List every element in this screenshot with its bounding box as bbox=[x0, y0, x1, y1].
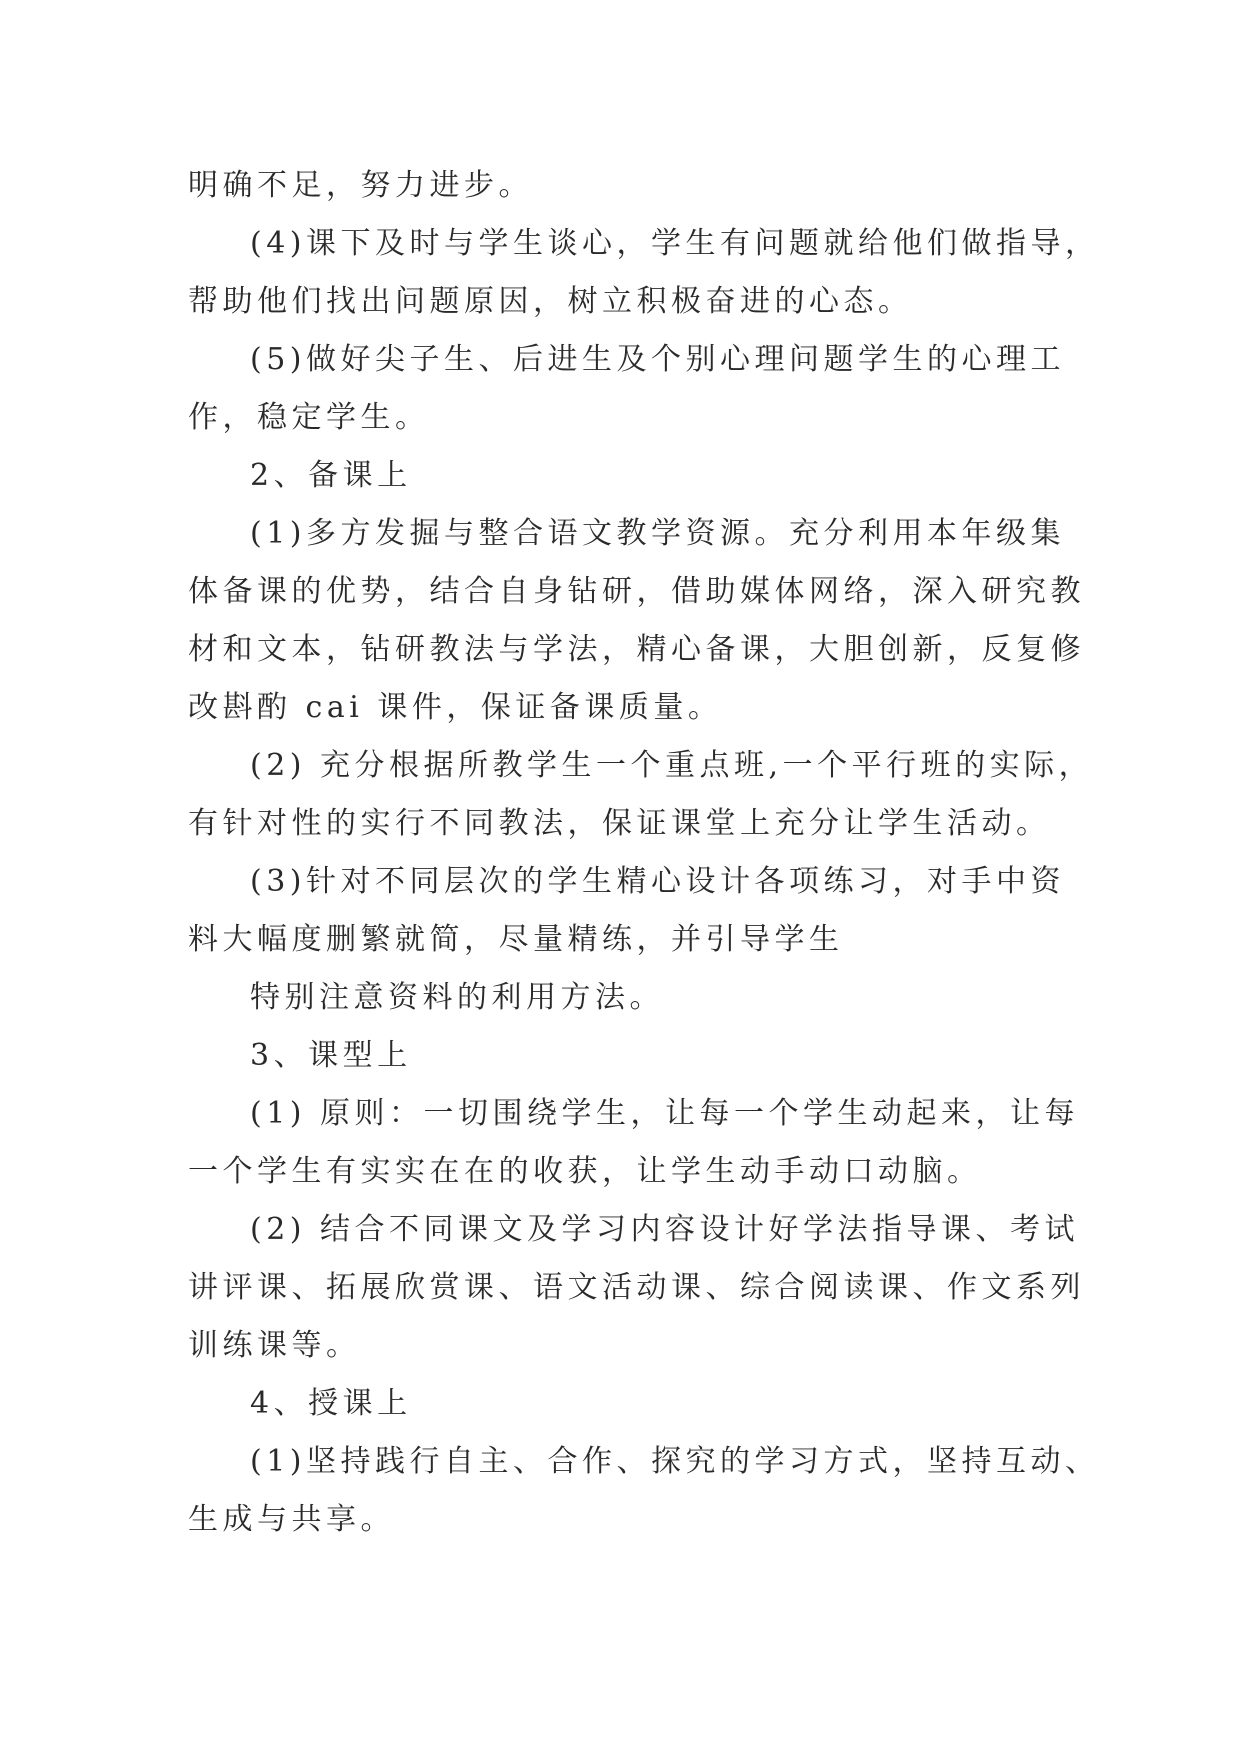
text-line: (4)课下及时与学生谈心，学生有问题就给他们做指导， bbox=[250, 226, 1100, 261]
text-line: 材和文本，钻研教法与学法，精心备课，大胆创新，反复修 bbox=[188, 632, 1085, 667]
text-line: (1)多方发掘与整合语文教学资源。充分利用本年级集 bbox=[250, 516, 1065, 551]
text-line: 特别注意资料的利用方法。 bbox=[250, 980, 664, 1015]
text-line: 生成与共享。 bbox=[188, 1502, 395, 1537]
text-line: (1)坚持践行自主、合作、探究的学习方式，坚持互动、 bbox=[250, 1444, 1100, 1479]
text-line: (1) 原则：一切围绕学生，让每一个学生动起来，让每 bbox=[250, 1096, 1080, 1131]
text-line: 训练课等。 bbox=[188, 1328, 361, 1363]
text-line: 作，稳定学生。 bbox=[188, 400, 430, 435]
text-line: (5)做好尖子生、后进生及个别心理问题学生的心理工 bbox=[250, 342, 1065, 377]
text-line: 讲评课、拓展欣赏课、语文活动课、综合阅读课、作文系列 bbox=[188, 1270, 1085, 1305]
text-line: 体备课的优势，结合自身钻研，借助媒体网络，深入研究教 bbox=[188, 574, 1085, 609]
text-line: 料大幅度删繁就简，尽量精练，并引导学生 bbox=[188, 922, 844, 957]
text-line: (2) 结合不同课文及学习内容设计好学法指导课、考试 bbox=[250, 1212, 1080, 1247]
section-heading: 4、授课上 bbox=[250, 1386, 412, 1421]
text-line: 帮助他们找出问题原因，树立积极奋进的心态。 bbox=[188, 284, 913, 319]
text-line: 改斟酌 cai 课件，保证备课质量。 bbox=[188, 690, 723, 725]
text-line: 明确不足，努力进步。 bbox=[188, 168, 533, 203]
section-heading: 2、备课上 bbox=[250, 458, 412, 493]
section-heading: 3、课型上 bbox=[250, 1038, 412, 1073]
text-line: (2) 充分根据所教学生一个重点班,一个平行班的实际， bbox=[250, 748, 1094, 783]
text-line: 有针对性的实行不同教法，保证课堂上充分让学生活动。 bbox=[188, 806, 1051, 841]
text-line: (3)针对不同层次的学生精心设计各项练习，对手中资 bbox=[250, 864, 1065, 899]
text-line: 一个学生有实实在在的收获，让学生动手动口动脑。 bbox=[188, 1154, 982, 1189]
